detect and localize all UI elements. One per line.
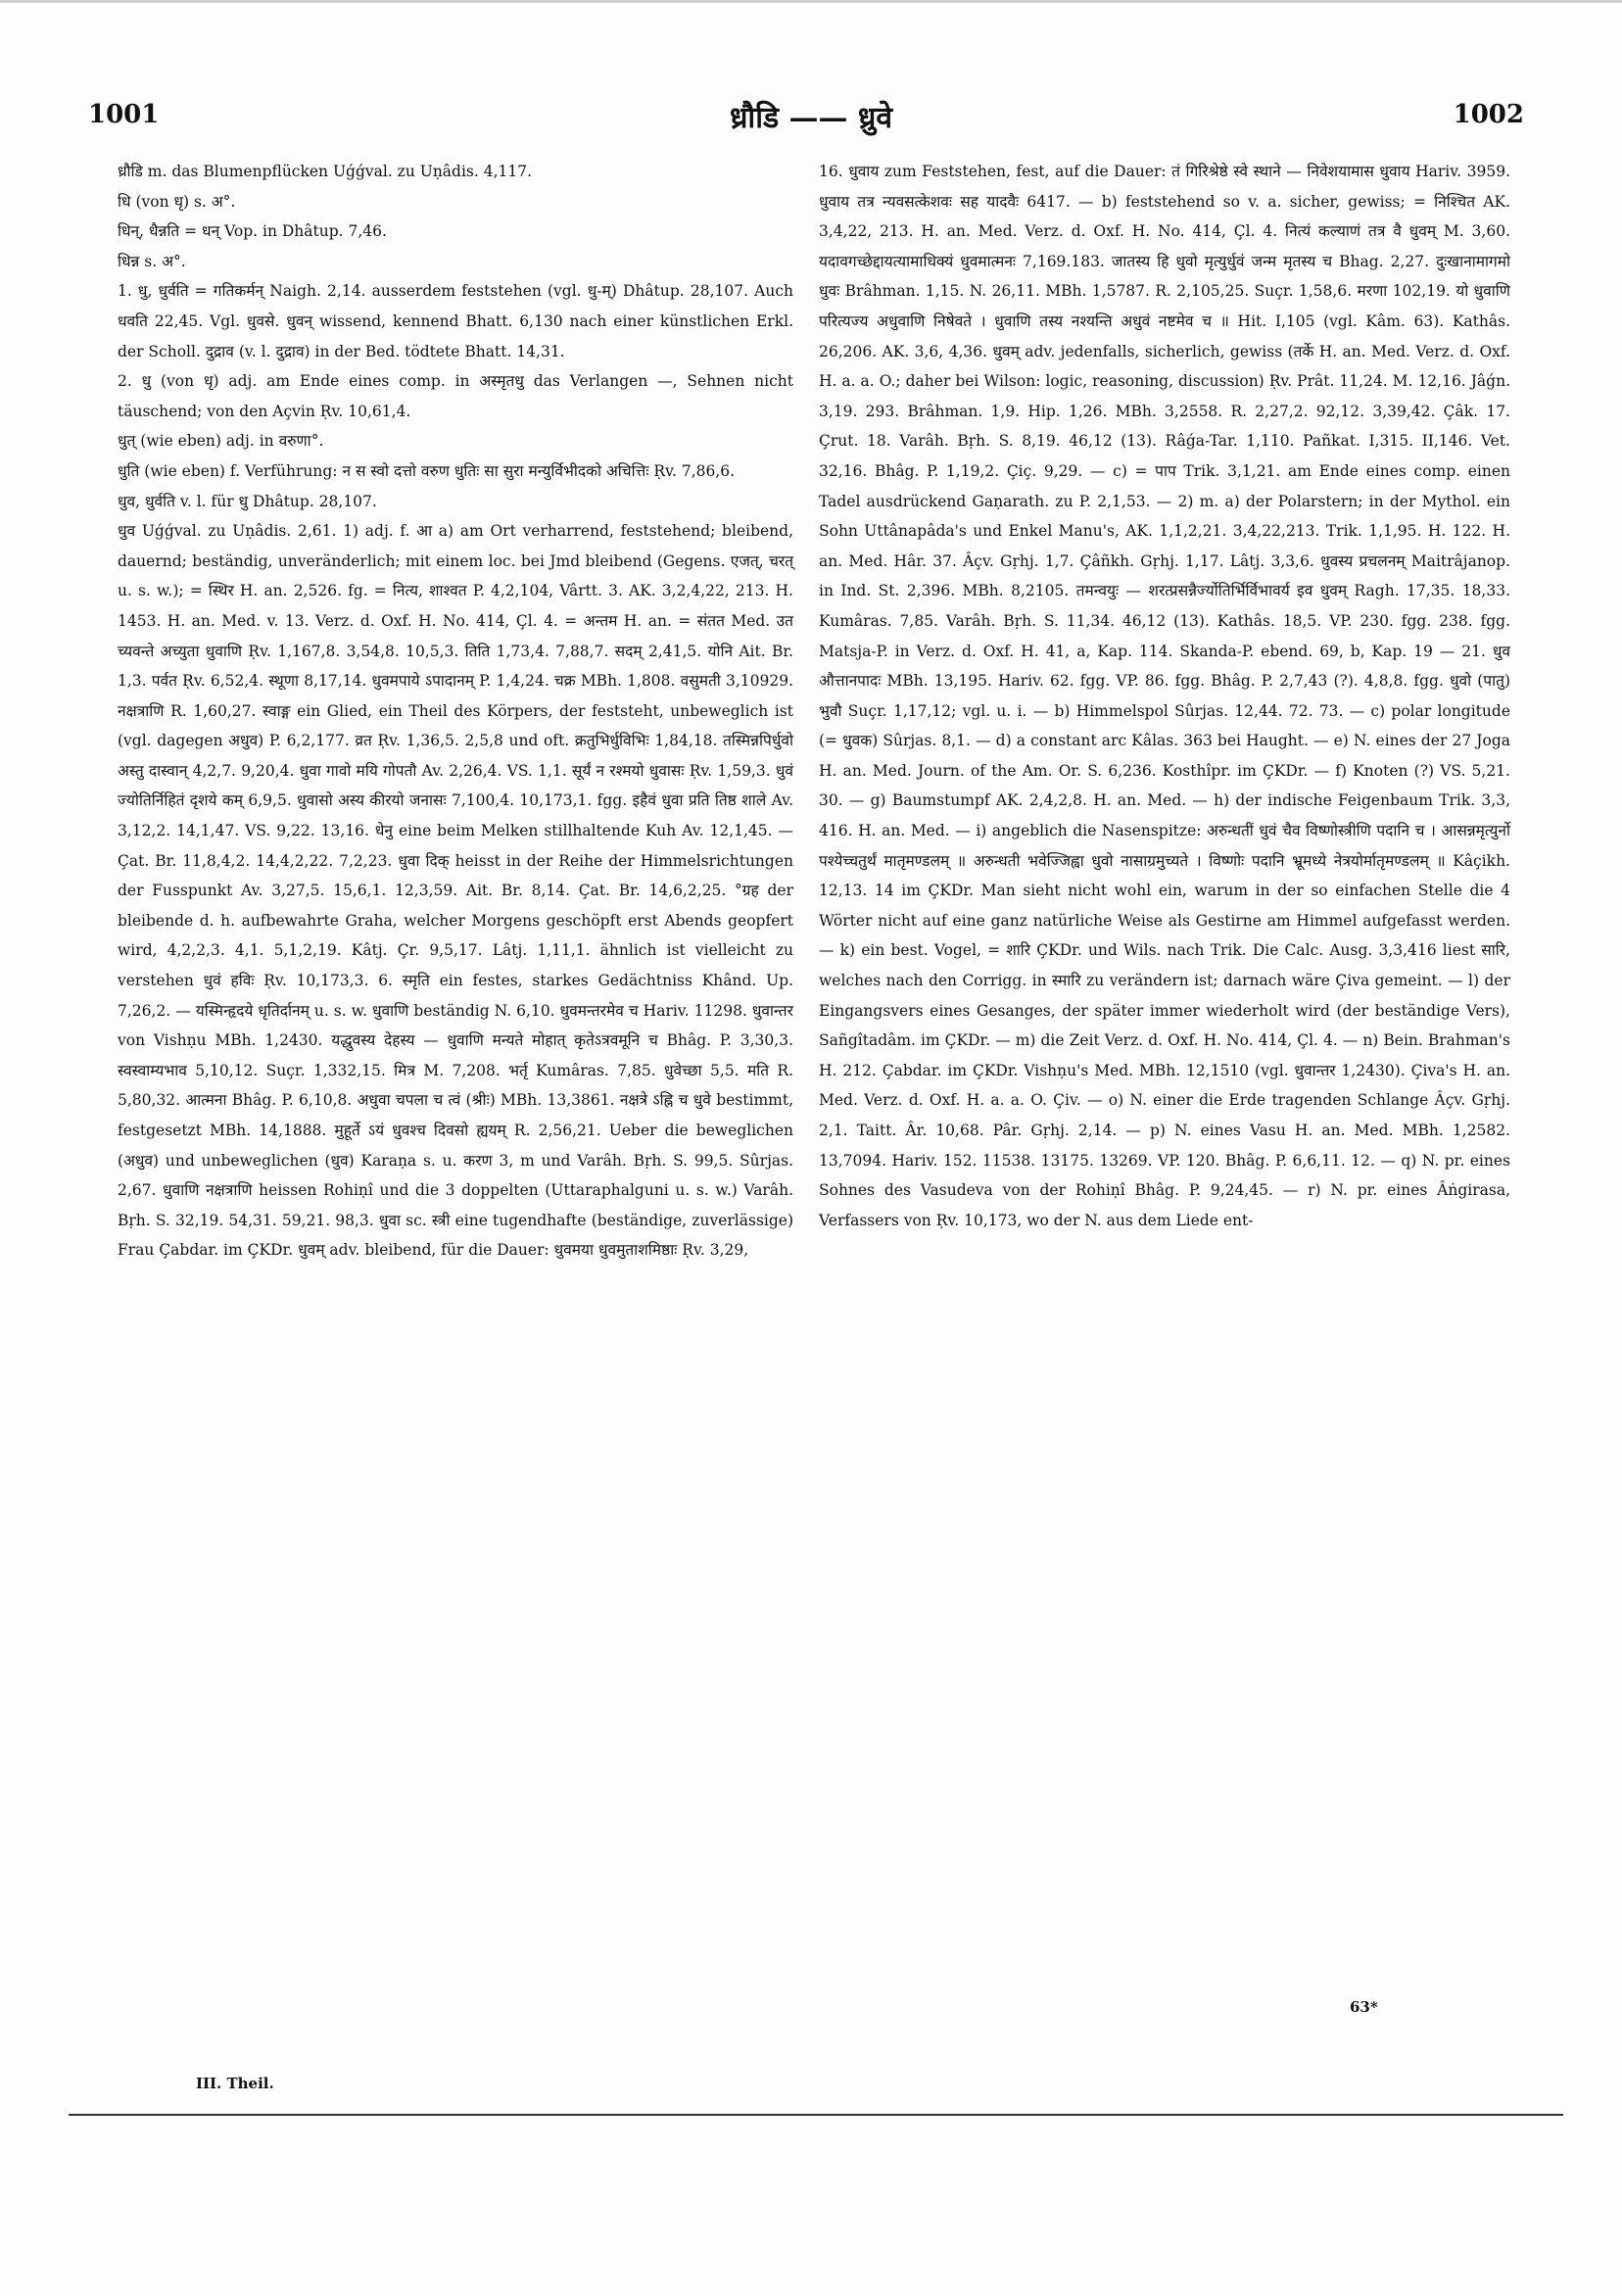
entry: धिन्, धैन्नति = धन् Vop. in Dhâtup. 7,46. bbox=[118, 222, 387, 241]
entry: ध्रौडि m. das Blumenpflücken Uǵǵval. zu Uṇâdis. 4,117. bbox=[118, 163, 533, 180]
page-number-right: 1002 bbox=[1453, 100, 1524, 129]
entry: 2. धु (von धृ) adj. am Ende eines comp. in अस्मृतधु das Verlangen —, Sehnen nicht täuschend; von den Açvin Ṛv. 10,61,4. bbox=[118, 372, 793, 420]
entry: धुति (wie eben) f. Verführung: न स स्वो दत्तो वरुण धुतिः सा सुरा मन्युर्विभीदको अचित्तिः Ṛv. 7,86,6. bbox=[118, 461, 736, 480]
entry: धुव Uǵǵval. zu Uṇâdis. 2,61. 1) adj. f. आ a) am Ort verharrend, feststehend; bleibend, dauernd; beständig, unveränderlich; mit einem loc. bei Jmd bleibend (Gegens. एजत्, चरत् u. s. w.); = स्थिर H. an. 2,526. fg. = नित्य, शाश्वत P. 4,2,104, Vârtt. 3. AK. 3,2,4,22, 213. H. 1453. H. an. Med. v. 13. Verz. d. Oxf. H. No. 414, Çl. 4. = अन्तम H. an. = संतत Med. उत च्यवन्ते अच्युता धुवाणि Ṛv. 1,167,8. 3,54,8. 10,5,3. तिति 1,73,4. 7,88,7. सदम् 2,41,5. योनि Ait. Br. 1,3. पर्वत Ṛv. 6,52,4. स्थूणा 8,17,14. धुवमपाये ऽपादानम् P. 1,4,24. चक्र MBh. 1,808. वसुमती 3,10929. नक्षत्राणि R. 1,60,27. स्वाङ्ग ein Glied, ein Theil des Körpers, der feststeht, unbeweglich ist (vgl. dagegen अधुव) P. 6,2,177. व्रत Ṛv. 1,36,5. 2,5,8 und oft. क्रतुभिर्धुविभिः 1,84,18. तस्मिन्नपिर्धुवो अस्तु दास्वान् 4,2,7. 9,20,4. धुवा गावो मयि गोपतौ Av. 2,26,4. VS. 1,1. सूर्यं न रश्मयो धुवासः Ṛv. 1,59,3. धुवं ज्योतिर्निहितं दृशये कम् 6,9,5. धुवासो अस्य कीरयो जनासः 7,100,4. 10,173,1. fgg. इहैवं धुवा प्रति तिष्ठ शाले Av. 3,12,2. 14,1,47. VS. 9,22. 13,16. धेनु eine beim Melken stillhaltende Kuh Av. 12,1,45. — Çat. Br. 11,8,4,2. 14,4,2,22. 7,2,23. धुवा दिक् heisst in der Reihe der Himmelsrichtungen der Fusspunkt Av. 3,27,5. 15,6,1. 12,3,59. Ait. Br. 8,14. Çat. Br. 14,6,2,25. °ग्रह der bleibende d. h. aufbewahrte Graha, welcher Morgens geschöpft erst Abends geopfert wird, 4,2,2,3. 4,1. 5,1,2,19. Kâtj. Çr. 9,5,17. Lâtj. 1,11,1. ähnlich ist vielleicht zu verstehen धुवं हविः Ṛv. 10,173,3. 6. स्मृति ein festes, starkes Gedächtniss Khând. Up. 7,26,2. — यस्मिन्हृदये धृतिर्दानम् u. s. w. धुवाणि beständig N. 6,10. धुवमन्तरमेव च Hariv. 11298. धुवान्तर von Vishṇu MBh. 1,2430. यद्धुवस्य देहस्य — धुवाणि मन्यते मोहात् कृतेऽत्रवमूनि च Bhâg. P. 3,30,3. स्वस्वाम्यभाव 5,10,12. Suçr. 1,332,15. मित्र M. 7,208. भर्तृ Kumâras. 7,85. धुवेच्छा 5,5. मति R. 5,80,32. आत्मना Bhâg. P. 6,10,8. अधुवा चपला च त्वं (श्रीः) MBh. 13,3861. नक्षत्रे ऽह्नि च धुवे bestimmt, festgesetzt MBh. 14,1888. मुहूर्ते ऽयं धुवश्च दिवसो ह्ययम् R. 2,56,21. Ueber die beweglichen (अधुव) und unbeweglichen (धुव) Karaṇa s. u. करण 3, m und Varâh. Bṛh. S. 99,5. Sûrjas. 2,67. धुवाणि नक्षत्राणि heissen Rohiṇî und die 3 doppelten (Uttaraphalguni u. s. w.) Varâh. Bṛh. S. 32,19. 54,31. 59,21. 98,3. धुवा sc. स्त्री eine tugendhafte (beständige, zuverlässige) Frau Çabdar. im ÇKDr. धुवम् adv. bleibend, für die Dauer: धुवमया धुवमुताशमिष्ठाः Ṛv. 3,29, bbox=[118, 522, 793, 1260]
entry: धुत् (wie eben) adj. in वरुणा°. bbox=[118, 432, 324, 451]
entry: धि (von धृ) s. अ°. bbox=[118, 192, 236, 211]
page-number-left: 1001 bbox=[88, 100, 160, 129]
top-edge-rule bbox=[0, 0, 1622, 3]
entry: धिन्न s. अ°. bbox=[118, 252, 186, 270]
entry: 1. धु, धुर्वति = गतिकर्मन् Naigh. 2,14. ausserdem feststehen (vgl. धु-म्) Dhâtup. 28,107. Auch धवति 22,45. Vgl. धुवसे. धुवन् wissend, kennend Bhatt. 6,130 nach einer künstlichen Erkl. der Scholl. दुद्राव (v. l. दुद्राव) in der Bed. tödtete Bhatt. 14,31. bbox=[118, 282, 793, 360]
left-column bbox=[118, 157, 793, 1266]
volume-note: III. Theil. bbox=[196, 2075, 274, 2092]
page-header bbox=[0, 96, 1622, 135]
running-head: ध्रौडि —— ध्रुवे bbox=[729, 101, 893, 135]
bottom-rule bbox=[69, 2114, 1563, 2116]
signature-mark: 63* bbox=[1350, 1998, 1378, 2016]
right-column bbox=[819, 157, 1510, 1235]
entry: धुव, धुर्वति v. l. für धु Dhâtup. 28,107. bbox=[118, 492, 377, 510]
entry-continuation: 16. धुवाय zum Feststehen, fest, auf die Dauer: तं गिरिश्रेष्ठे स्वे स्थाने — निवेशयामास धुवाय Hariv. 3959. धुवाय तत्र न्यवसत्केशवः सह यादवैः 6417. — b) feststehend so v. a. sicher, gewiss; = निश्चित AK. 3,4,22, 213. H. an. Med. Verz. d. Oxf. H. No. 414, Çl. 4. नित्यं कल्याणं तत्र वै धुवम् M. 3,60. यदावगच्छेद्दायत्यामाधिक्यं धुवमात्मनः 7,169.183. जातस्य हि धुवो मृत्युर्धुवं जन्म मृतस्य च Bhag. 2,27. दुःखानामागमो धुवः Brâhman. 1,15. N. 26,11. MBh. 1,5787. R. 2,105,25. Suçr. 1,58,6. मरणा 102,19. यो धुवाणि परित्यज्य अधुवाणि निषेवते । धुवाणि तस्य नश्यन्ति अधुवं नष्टमेव च ॥ Hit. I,105 (vgl. Kâm. 63). Kathâs. 26,206. AK. 3,6, 4,36. धुवम् adv. jedenfalls, sicherlich, gewiss (तर्के H. an. Med. Verz. d. Oxf. H. a. a. O.; daher bei Wilson: logic, reasoning, discussion) Ṛv. Prât. 11,24. M. 12,16. Jâǵn. 3,19. 293. Brâhman. 1,9. Hip. 1,26. MBh. 3,2558. R. 2,27,2. 92,12. 3,39,42. Çâk. 17. Çrut. 18. Varâh. Bṛh. S. 8,19. 46,12 (13). Râǵa-Tar. 1,110. Pañkat. I,315. II,146. Vet. 32,16. Bhâg. P. 1,19,2. Çiç. 9,29. — c) = पाप Trik. 3,1,21. am Ende eines comp. einen Tadel ausdrückend Gaṇarath. zu P. 2,1,53. — 2) m. a) der Polarstern; in der Mythol. ein Sohn Uttânapâda's und Enkel Manu's, AK. 1,1,2,21. 3,4,22,213. Trik. 1,1,95. H. 122. H. an. Med. Hâr. 37. Âçv. Gṛhj. 1,7. Çâñkh. Gṛhj. 1,17. Lâtj. 3,3,6. धुवस्य प्रचलनम् Maitrâjanop. in Ind. St. 2,396. MBh. 8,2105. तमन्वयुः — शरत्प्रसन्नैर्ज्योतिर्भिर्विभावर्य इव धुवम् Ragh. 17,35. 18,33. Kumâras. 7,85. Varâh. Bṛh. S. 11,34. 46,12 (13). Kathâs. 18,5. VP. 230. fgg. 238. fgg. Matsja-P. in Verz. d. Oxf. H. 41, a, Kap. 114. Skanda-P. ebend. 69, b, Kap. 19 — 21. धुव औत्तानपादः MBh. 13,195. Hariv. 62. fgg. VP. 86. fgg. Bhâg. P. 2,7,43 (?). 4,8,8. fgg. धुवो (पातु) भुवौ Suçr. 1,17,12; vgl. u. i. — b) Himmelspol Sûrjas. 12,44. 72. 73. — c) polar longitude (= धुवक) Sûrjas. 8,1. — d) a constant arc Kâlas. 363 bei Haught. — e) N. eines der 27 Joga H. an. Med. Journ. of the Am. Or. S. 6,236. Kosthîpr. im ÇKDr. — f) Knoten (?) VS. 5,21. 30. — g) Baumstumpf AK. 2,4,2,8. H. an. Med. — h) der indische Feigenbaum Trik. 3,3, 416. H. an. Med. — i) angeblich die Nasenspitze: अरुन्धतीं धुवं चैव विष्णोस्त्रीणि पदानि च । आसन्नमृत्युर्नो पश्येच्चतुर्थं मातृमण्डलम् ॥ अरुन्धती भवेज्जिह्वा धुवो नासाग्रमुच्यते । विष्णोः पदानि भ्रूमध्ये नेत्रयोर्मातृमण्डलम् ॥ Kâçikh. 12,13. 14 im ÇKDr. Man sieht nicht wohl ein, warum in der so einfachen Stelle die 4 Wörter nicht auf eine ganz natürliche Weise als Gestirne am Himmel aufgefasst werden. — k) ein best. Vogel, = शारि ÇKDr. und Wils. nach Trik. Die Calc. Ausg. 3,3,416 liest सारि, welches nach den Corrigg. in स्मारि zu verändern ist; darnach wäre Çiva gemeint. — l) der Eingangsvers eines Gesanges, der später immer wiederholt wird (der beständige Vers), Sañgîtadâm. im ÇKDr. — m) die Zeit Verz. d. Oxf. H. No. 414, Çl. 4. — n) Bein. Brahman's H. 212. Çabdar. im ÇKDr. Vishṇu's Med. MBh. 12,1510 (vgl. धुवान्तर 1,2430). Çiva's H. an. Med. Verz. d. Oxf. H. a. a. O. Çiv. — o) N. einer die Erde tragenden Schlange Âçv. Gṛhj. 2,1. Taitt. Âr. 10,68. Pâr. Gṛhj. 2,14. — p) N. eines Vasu H. an. Med. MBh. 1,2582. 13,7094. Hariv. 152. 11538. 13175. 13269. VP. 120. Bhâg. P. 6,6,11. 12. — q) N. pr. eines Sohnes des Vasudeva von der Rohiṇî Bhâg. P. 9,24,45. — r) N. pr. eines Âṅgirasa, Verfassers von Ṛv. 10,173, wo der N. aus dem Liede ent- bbox=[819, 163, 1510, 1229]
